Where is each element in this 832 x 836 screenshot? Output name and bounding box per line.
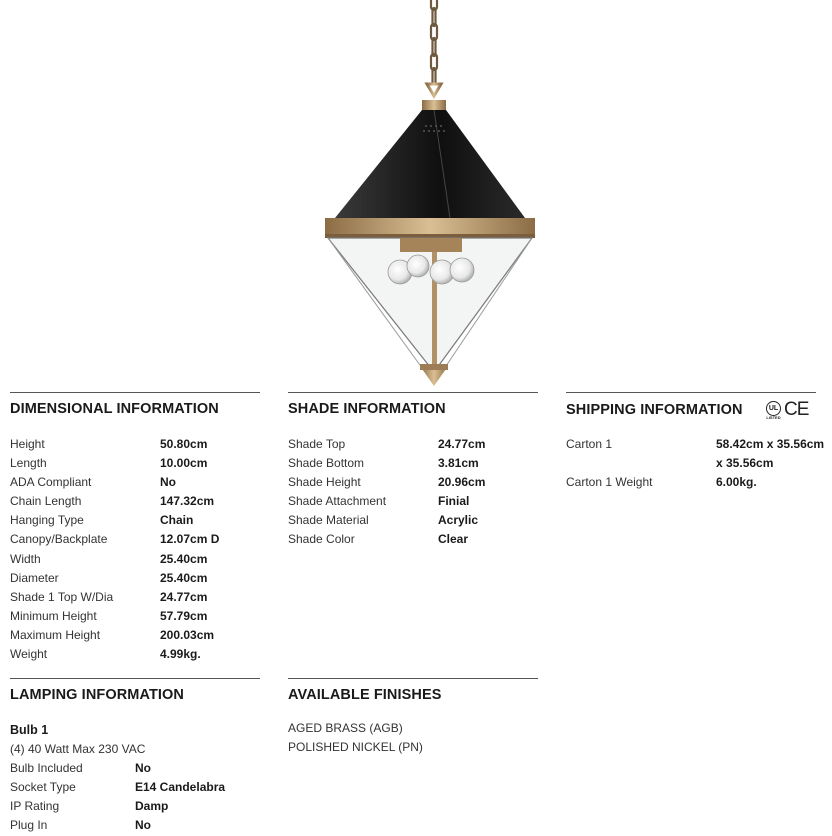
spec-label: Plug In [10, 818, 48, 833]
spec-label: Canopy/Backplate [10, 532, 108, 547]
spec-value: Acrylic [438, 513, 479, 528]
spec-row [10, 588, 260, 607]
spec-value: 24.77cm [160, 589, 208, 604]
spec-row [10, 550, 260, 569]
finishes-section [288, 678, 538, 754]
spec-row [288, 530, 538, 549]
chain [431, 0, 437, 84]
spec-label: IP Rating [10, 799, 60, 814]
spec-value: 57.79cm [160, 608, 208, 623]
spec-value: 200.03cm [160, 627, 215, 642]
bulb-title: Bulb 1 [10, 723, 49, 737]
section-heading: DIMENSIONAL INFORMATION [10, 401, 219, 417]
spec-row [10, 759, 260, 778]
spec-value: 50.80cm [160, 437, 208, 451]
spec-row [10, 569, 260, 588]
product-image [300, 0, 560, 392]
spec-row [566, 473, 832, 492]
section-divider [566, 392, 816, 393]
spec-label: Bulb Included [10, 761, 83, 775]
spec-row [10, 511, 260, 530]
section-heading: LAMPING INFORMATION [10, 687, 185, 703]
section-divider [10, 392, 260, 393]
spec-label: Carton 1 [566, 437, 613, 451]
certification-marks [766, 399, 808, 421]
spec-label: Hanging Type [10, 513, 84, 528]
ce-mark-icon: CE [784, 399, 809, 420]
spec-value: No [135, 818, 151, 833]
finish-item: POLISHED NICKEL (PN) [288, 740, 423, 754]
section-divider [10, 678, 260, 679]
spec-value: x 35.56cm [716, 456, 774, 471]
section-heading: SHADE INFORMATION [288, 401, 446, 417]
spec-row [10, 473, 260, 492]
spec-value: 25.40cm [160, 570, 208, 585]
spec-row [566, 435, 832, 454]
spec-row [10, 530, 260, 549]
spec-row [10, 454, 260, 473]
spec-label: Shade Bottom [288, 456, 365, 471]
section-heading: AVAILABLE FINISHES [288, 687, 442, 703]
spec-row [10, 645, 260, 664]
spec-value: 20.96cm [438, 475, 486, 490]
spec-label: Maximum Height [10, 627, 101, 642]
dimensional-section [10, 392, 260, 662]
spec-label: Width [10, 551, 41, 566]
shade-section [288, 392, 538, 547]
spec-label: Shade Attachment [288, 494, 387, 509]
spec-row [288, 511, 538, 530]
spec-label: Shade Height [288, 475, 361, 490]
spec-label: Length [10, 456, 47, 471]
spec-value: 6.00kg. [716, 475, 757, 490]
section-divider [288, 678, 538, 679]
shipping-list [566, 435, 832, 492]
section-divider [288, 392, 538, 393]
dimension-list [10, 435, 260, 664]
shipping-section [566, 392, 825, 490]
spec-value: Finial [438, 494, 470, 509]
spec-value: 58.42cm x 35.56cm [716, 437, 825, 451]
shade-list [288, 435, 538, 550]
spec-row [10, 492, 260, 511]
spec-value: Chain [160, 513, 194, 528]
spec-label: Height [10, 437, 45, 451]
spec-label: Chain Length [10, 494, 82, 509]
spec-value: 24.77cm [438, 437, 486, 451]
spec-label: Socket Type [10, 780, 76, 795]
spec-value: 147.32cm [160, 494, 215, 509]
spec-label: Shade Top [288, 437, 346, 451]
section-heading: SHIPPING INFORMATION [566, 402, 743, 418]
spec-row [288, 473, 538, 492]
spec-value: No [135, 761, 151, 775]
lamping-section [10, 678, 260, 833]
spec-row [10, 816, 260, 835]
lamping-list [10, 759, 260, 835]
spec-row [10, 797, 260, 816]
spec-value: 25.40cm [160, 551, 208, 566]
spec-row [10, 626, 260, 645]
spec-row [10, 607, 260, 626]
bulb-description: (4) 40 Watt Max 230 VAC [10, 742, 146, 756]
finish-item: AGED BRASS (AGB) [288, 721, 403, 735]
ul-listed-icon: UL LISTED [766, 401, 781, 420]
spec-value: Damp [135, 799, 169, 814]
spec-value: 12.07cm D [160, 532, 220, 547]
spec-row [288, 435, 538, 454]
spec-row [288, 492, 538, 511]
spec-value: 4.99kg. [160, 647, 201, 662]
spec-label: Diameter [10, 570, 59, 585]
spec-row [288, 454, 538, 473]
spec-label: ADA Compliant [10, 475, 92, 490]
spec-row [10, 435, 260, 454]
spec-label: Weight [10, 647, 48, 662]
spec-label: Minimum Height [10, 608, 97, 623]
spec-label: Carton 1 Weight [566, 475, 653, 490]
spec-value: 10.00cm [160, 456, 208, 471]
spec-value: No [160, 475, 176, 490]
spec-label: Shade 1 Top W/Dia [10, 589, 114, 604]
spec-label: Shade Color [288, 532, 355, 547]
spec-value: 3.81cm [438, 456, 479, 471]
pendant-light-illustration [300, 0, 560, 392]
spec-row-continuation [566, 454, 832, 473]
spec-value: E14 Candelabra [135, 780, 226, 795]
spec-label: Shade Material [288, 513, 369, 528]
spec-row [10, 778, 260, 797]
spec-value: Clear [438, 532, 469, 547]
